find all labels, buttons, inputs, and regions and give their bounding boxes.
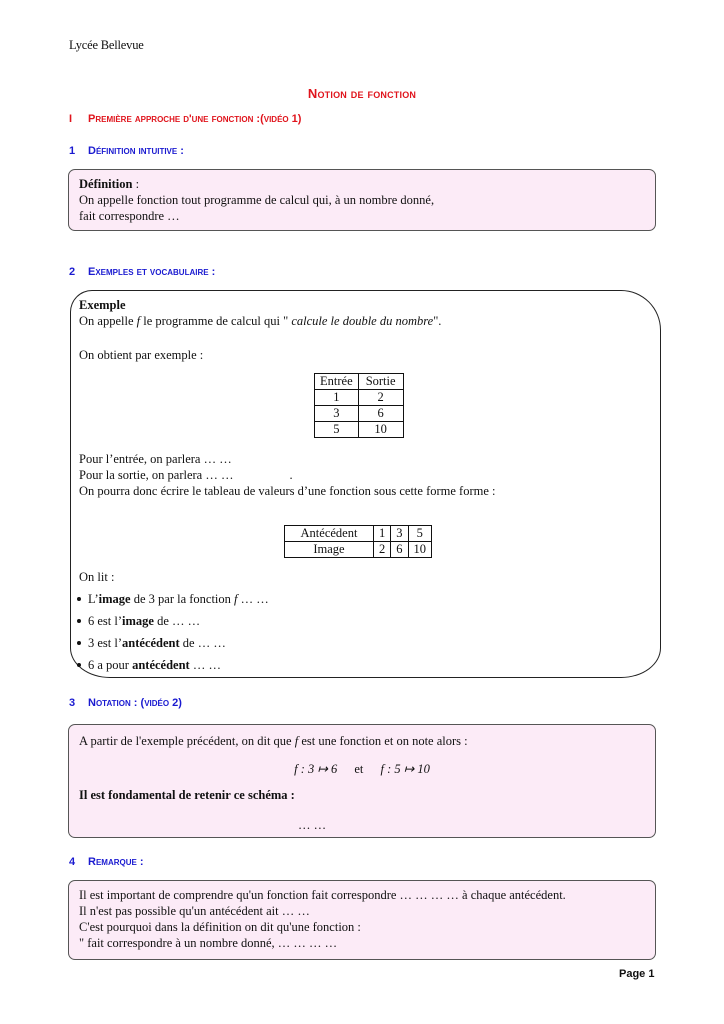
on-lit-label: On lit : [79,570,115,584]
table-header-row [315,374,404,390]
text: … … [237,592,269,606]
table-row-antecedent [285,526,432,542]
bullet-icon [77,597,81,601]
notation-line-1 [79,733,468,749]
text: . [289,468,293,482]
part-title: Première approche d'une fonction :(vidéo 1) [88,113,302,125]
table-cell: 2 [358,390,403,406]
section-number: 3 [69,697,76,709]
definition-label-suffix: : [132,177,140,191]
text: le programme de calcul qui " [140,314,292,328]
table-cell: 1 [374,526,391,542]
table-row [315,390,404,406]
example-label [79,297,126,313]
remark-line-1: Il est important de comprendre qu'un fonction fait correspondre … … … … à chaque antécédent. [79,888,566,902]
section-heading-3 [69,697,182,709]
text: 6 est l’ [88,614,123,628]
formula-separator: et [354,762,364,776]
bullet-icon [77,619,81,623]
text: 6 a pour [88,658,133,672]
section-title: Remarque : [88,856,144,868]
section-heading-2 [69,266,215,278]
table-cell: 2 [374,542,391,558]
table-cell: 1 [315,390,359,406]
section-heading-1 [69,145,184,157]
text: L’ [88,592,99,606]
section-heading-4 [69,856,144,868]
input-output-table [314,373,404,438]
example-label-text: Exemple [79,298,126,312]
table-cell: 3 [391,526,408,542]
text: est une fonction et on note alors : [298,734,468,748]
section-title: Notation : (vidéo 2) [88,697,182,709]
table-cell: 10 [358,422,403,438]
text: Pour la sortie, on parlera … … [79,468,234,482]
section-title: Définition intuitive : [88,145,184,157]
bold-text: Il est fondamental de retenir ce schéma : [79,788,295,802]
notation-box [68,724,656,838]
example-line-3: Pour l’entrée, on parlera … … [79,452,232,466]
list-item [77,657,221,673]
table-row [315,422,404,438]
definition-line-1: On appelle fonction tout programme de calcul qui, à un nombre donné, [79,193,435,207]
section-title: Exemples et vocabulaire : [88,266,216,278]
remark-line-2: Il n'est pas possible qu'un antécédent ait … … [79,904,310,918]
table-header: Entrée [315,374,359,390]
table-cell: 3 [315,406,359,422]
function-symbol: f [136,314,141,328]
list-item [77,613,200,629]
page-number: Page 1 [619,968,655,980]
table-cell: 6 [358,406,403,422]
table-cell: 5 [315,422,359,438]
text: 3 est l’ [88,636,123,650]
bold-term: image [122,614,154,628]
bold-term: image [98,592,131,606]
bullet-icon [77,663,81,667]
table-cell: 6 [391,542,408,558]
formula-1: f : 3 ↦ 6 [294,762,338,776]
bullet-icon [77,641,81,645]
list-item [77,635,226,651]
page-title: Notion de fonction [307,86,417,101]
section-number: 4 [69,856,76,868]
table-row-image [285,542,432,558]
bold-term: antécédent [122,636,180,650]
text: ". [433,314,442,328]
bold-term: antécédent [132,658,190,672]
text: … … [189,658,221,672]
example-line-1 [79,313,441,329]
example-line-5: On pourra donc écrire le tableau de valeurs d’une fonction sous cette forme forme : [79,484,496,498]
notation-formula [69,761,655,777]
part-number: I [69,113,73,125]
section-number: 2 [69,266,76,278]
table-row [315,406,404,422]
text: de 3 par la fonction [130,592,235,606]
example-box [70,290,661,678]
part-heading-1 [69,113,301,125]
section-number: 1 [69,145,76,157]
table-header: Sortie [358,374,403,390]
table-cell: 10 [408,542,432,558]
italic-phrase: calcule le double du nombre [291,314,434,328]
function-symbol: f [234,592,238,606]
example-line-2: On obtient par exemple : [79,348,204,362]
notation-bold-line [79,787,295,803]
table-header: Antécédent [285,526,374,542]
definition-line-2: fait correspondre … [79,209,180,223]
remark-line-4: " fait correspondre à un nombre donné, … … … … [79,936,338,950]
table-cell: 5 [408,526,432,542]
list-item [77,591,269,607]
text: On appelle [79,314,137,328]
school-header: Lycée Bellevue [69,38,144,52]
formula-2: f : 5 ↦ 10 [380,762,430,776]
example-line-4 [79,467,293,483]
values-table [284,525,432,558]
definition-label: Définition [79,177,133,191]
text: A partir de l'exemple précédent, on dit que [79,734,295,748]
definition-box [68,169,656,231]
notation-blank: … … [298,818,327,832]
definition-label-line [79,176,645,192]
remark-line-3: C'est pourquoi dans la définition on dit qu'une fonction : [79,920,361,934]
function-symbol: f [294,734,299,748]
table-header: Image [285,542,374,558]
remark-box [68,880,656,960]
text: de … … [153,614,201,628]
text: de … … [179,636,226,650]
